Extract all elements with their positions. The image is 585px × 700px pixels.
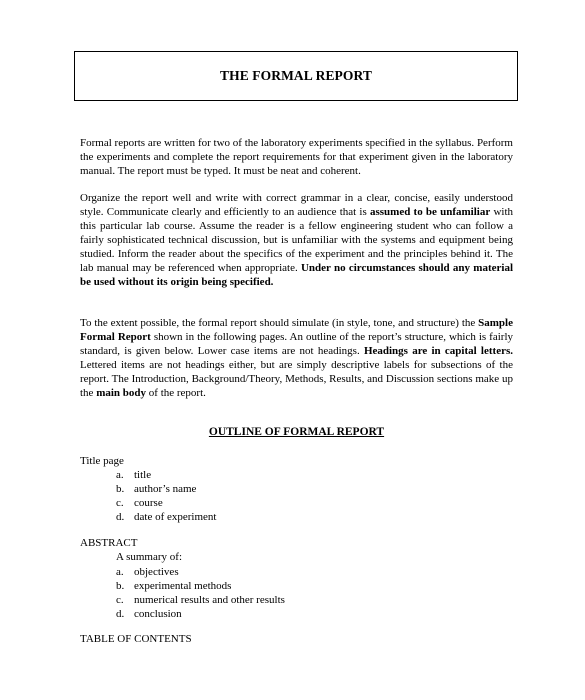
list-marker: b.	[116, 580, 125, 592]
list-item-text: date of experiment	[134, 511, 217, 523]
list-item	[116, 565, 285, 579]
structure-paragraph	[80, 316, 513, 400]
organization-text-c: with this particular lab course. Assume the reader is a fellow engineering student who can follow a fairly sophisticated technical discussion, but is unfamiliar with the systems and equipment being studied. Inform the reader about the specifics of the experiment and the principles behind it. The lab manual may be referenced when appropriate.	[80, 206, 513, 274]
list-marker: d.	[116, 511, 125, 523]
list-marker: c.	[116, 497, 124, 509]
list-item-text: objectives	[134, 566, 179, 578]
list-item-text: numerical results and other results	[134, 594, 285, 606]
list-marker: a.	[116, 469, 124, 481]
list-item-text: course	[134, 497, 163, 509]
structure-text-g: of the report.	[146, 387, 206, 399]
list-marker: c.	[116, 594, 124, 606]
intro-paragraph-text: Formal reports are written for two of the laboratory experiments specified in the syllabus. Perform the experiments and complete the report requirements for that experiment given in the laboratory manual. The report must be typed. It must be neat and coherent.	[80, 137, 513, 177]
title-page-list	[116, 468, 216, 524]
organization-bold-origin: Under no circumstances should any material be used without its origin being specified.	[80, 262, 513, 288]
structure-text-a: To the extent possible, the formal report should simulate (in style, tone, and structure) the	[80, 317, 479, 329]
organization-bold-audience: assumed to be unfamiliar	[369, 206, 491, 218]
organization-paragraph	[80, 191, 513, 289]
list-item	[116, 496, 216, 510]
list-marker: a.	[116, 566, 124, 578]
structure-bold-main-body: main body	[96, 387, 147, 399]
list-item	[116, 510, 216, 524]
outline-heading: OUTLINE OF FORMAL REPORT	[208, 426, 385, 438]
list-item-text: conclusion	[134, 608, 182, 620]
list-item	[116, 468, 216, 482]
list-item-text: author’s name	[134, 483, 197, 495]
structure-text-e: Lettered items are not headings either, but are simply descriptive labels for subsections of the report. The Introduction, Background/Theory, Methods, Results, and Discussion sections make up the	[80, 359, 513, 399]
abstract-intro: A summary of:	[116, 551, 182, 563]
list-item	[116, 607, 285, 621]
intro-paragraph	[80, 136, 513, 178]
structure-bold-sample: Sample Formal Report	[80, 317, 513, 343]
list-marker: b.	[116, 483, 125, 495]
list-item	[116, 482, 216, 496]
organization-text-a: Organize the report well and write with correct grammar in a clear, concise, easily understood style. Communicate clearly and efficiently to an audience that is	[80, 192, 513, 218]
list-item	[116, 593, 285, 607]
table-of-contents-label: TABLE OF CONTENTS	[80, 633, 192, 645]
list-marker: d.	[116, 608, 125, 620]
list-item	[116, 579, 285, 593]
document-title: THE FORMAL REPORT	[220, 68, 372, 83]
title-page-label: Title page	[80, 455, 124, 467]
abstract-label: ABSTRACT	[80, 537, 138, 549]
title-box	[74, 51, 518, 101]
structure-bold-headings: Headings are in capital letters.	[363, 345, 513, 357]
structure-text-c: shown in the following pages. An outline of the report’s structure, which is fairly standard, is given below. Lower case items are not headings.	[80, 331, 513, 357]
list-item-text: title	[134, 469, 152, 481]
list-item-text: experimental methods	[134, 580, 232, 592]
abstract-list	[116, 565, 285, 621]
